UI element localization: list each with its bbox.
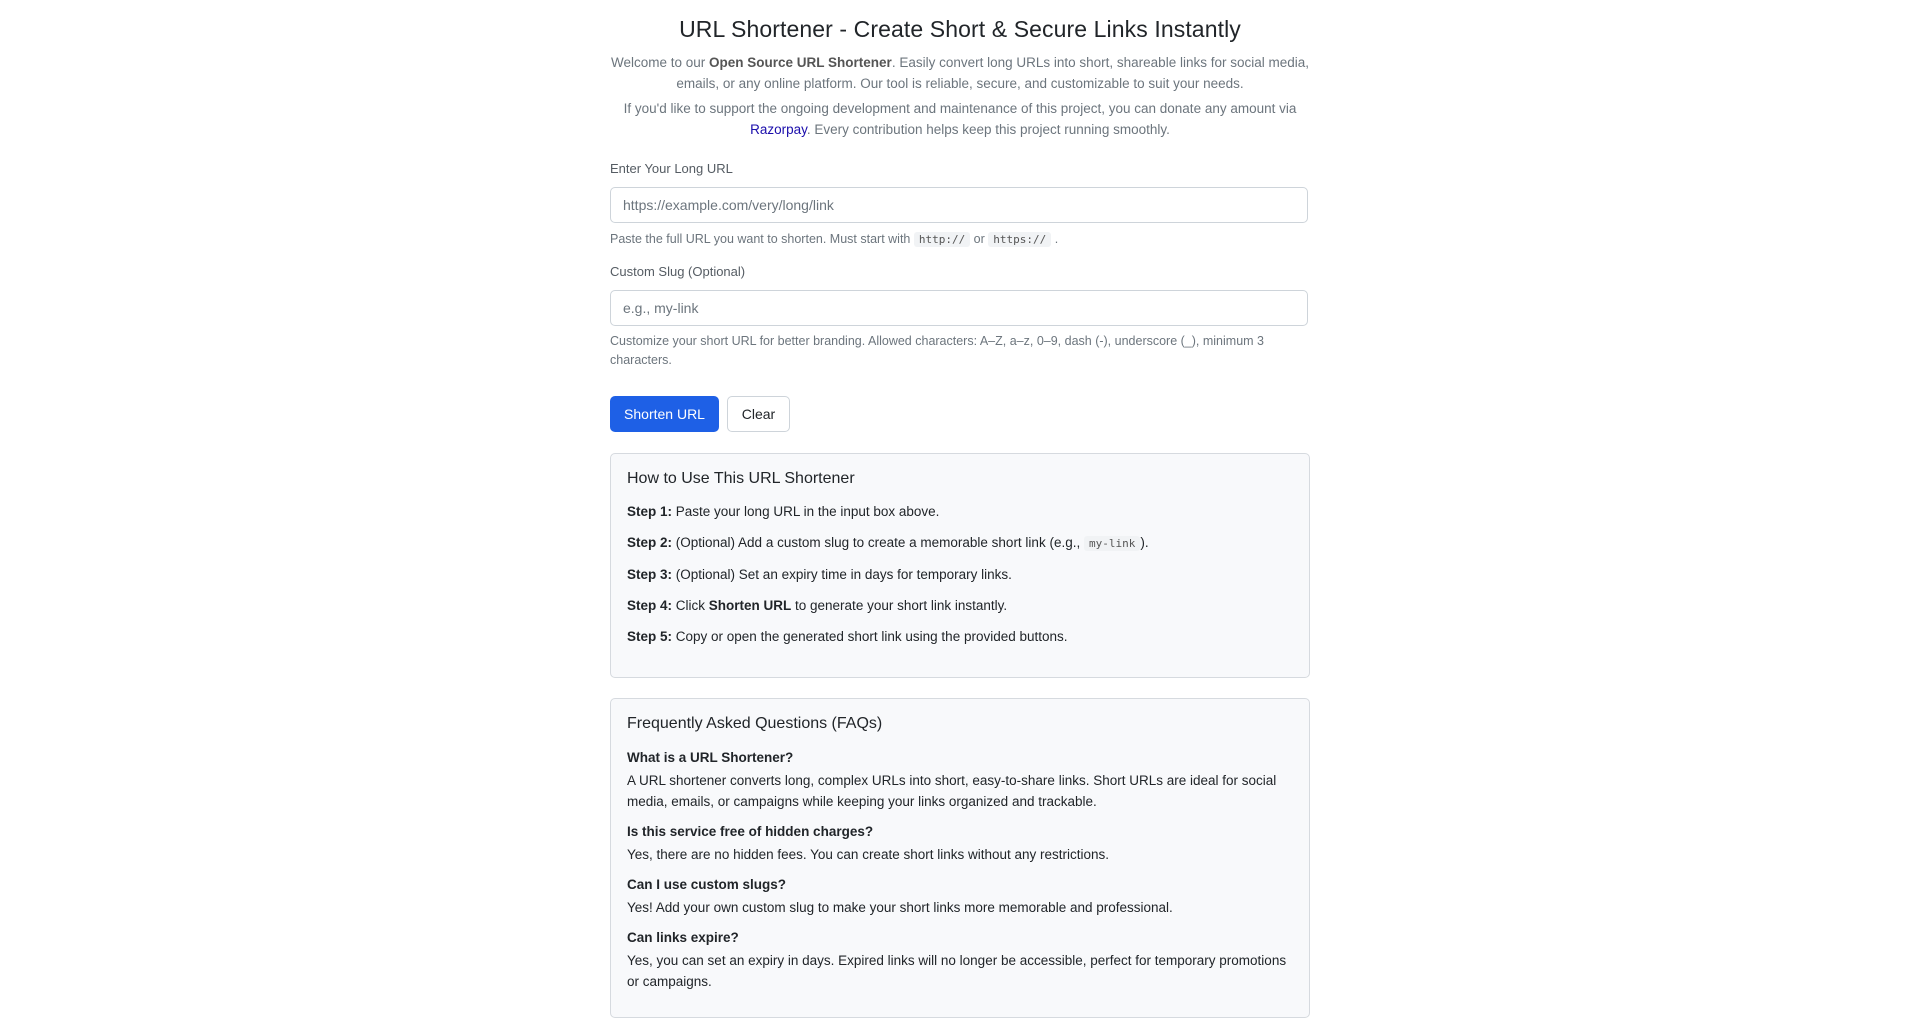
- intro-bold: Open Source URL Shortener: [709, 55, 892, 70]
- faq-question: What is a URL Shortener?: [627, 750, 794, 765]
- faq-answer: Yes! Add your own custom slug to make your short links more memorable and professional.: [627, 900, 1173, 915]
- intro-paragraph-2: If you'd like to support the ongoing development and maintenance of this project, you can donate any amount via Razorpay. Every contribution helps keep this project running smoothly.: [623, 101, 1297, 137]
- slug-label: Custom Slug (Optional): [610, 264, 746, 279]
- faq-item: [627, 928, 1293, 992]
- faq-card: [610, 698, 1310, 1018]
- intro-text: [610, 52, 1310, 144]
- long-url-input[interactable]: [610, 187, 1308, 223]
- step-5: Step 5: Copy or open the generated short link using the provided buttons.: [627, 629, 1068, 644]
- faq-item: [627, 875, 1293, 918]
- url-label: Enter Your Long URL: [610, 161, 733, 176]
- how-to-title: How to Use This URL Shortener: [627, 470, 855, 487]
- faq-item: [627, 822, 1293, 865]
- faq-title: Frequently Asked Questions (FAQs): [627, 715, 883, 732]
- https-code: https://: [988, 232, 1051, 247]
- step-1: Step 1: Paste your long URL in the input box above.: [627, 504, 940, 519]
- slug-help: Customize your short URL for better branding. Allowed characters: A–Z, a–z, 0–9, dash (-), underscore (_), minimum 3 characters.: [610, 334, 1264, 367]
- step-2: Step 2: (Optional) Add a custom slug to create a memorable short link (e.g., my-link ).: [627, 535, 1149, 550]
- faq-question: Is this service free of hidden charges?: [627, 824, 874, 839]
- step-4: Step 4: Click Shorten URL to generate your short link instantly.: [627, 598, 1008, 613]
- faq-answer: Yes, there are no hidden fees. You can create short links without any restrictions.: [627, 847, 1110, 862]
- page-title: URL Shortener - Create Short & Secure Links Instantly: [679, 16, 1241, 42]
- intro-paragraph-1: Welcome to our Open Source URL Shortener. Easily convert long URLs into short, shareable links for social media, emails, or any online platform. Our tool is reliable, secure, and customizable to suit your needs.: [610, 55, 1310, 91]
- clear-button[interactable]: Clear: [727, 396, 790, 432]
- custom-slug-input[interactable]: [610, 290, 1308, 326]
- step-3: Step 3: (Optional) Set an expiry time in days for temporary links.: [627, 567, 1012, 582]
- faq-answer: A URL shortener converts long, complex URLs into short, easy-to-share links. Short URLs are ideal for social media, emails, or campaigns while keeping your links organized and trackable.: [627, 773, 1277, 809]
- razorpay-link[interactable]: Razorpay: [750, 122, 807, 137]
- http-code: http://: [914, 232, 970, 247]
- my-link-code: my-link: [1084, 536, 1140, 551]
- faq-question: Can links expire?: [627, 930, 739, 945]
- shorten-url-button[interactable]: Shorten URL: [610, 396, 719, 432]
- faq-item: [627, 748, 1293, 812]
- faq-answer: Yes, you can set an expiry in days. Expired links will no longer be accessible, perfect for temporary promotions or campaigns.: [627, 953, 1287, 989]
- url-help: Paste the full URL you want to shorten. Must start with http:// or https:// .: [610, 232, 1059, 246]
- faq-question: Can I use custom slugs?: [627, 877, 787, 892]
- how-to-card: [610, 453, 1310, 678]
